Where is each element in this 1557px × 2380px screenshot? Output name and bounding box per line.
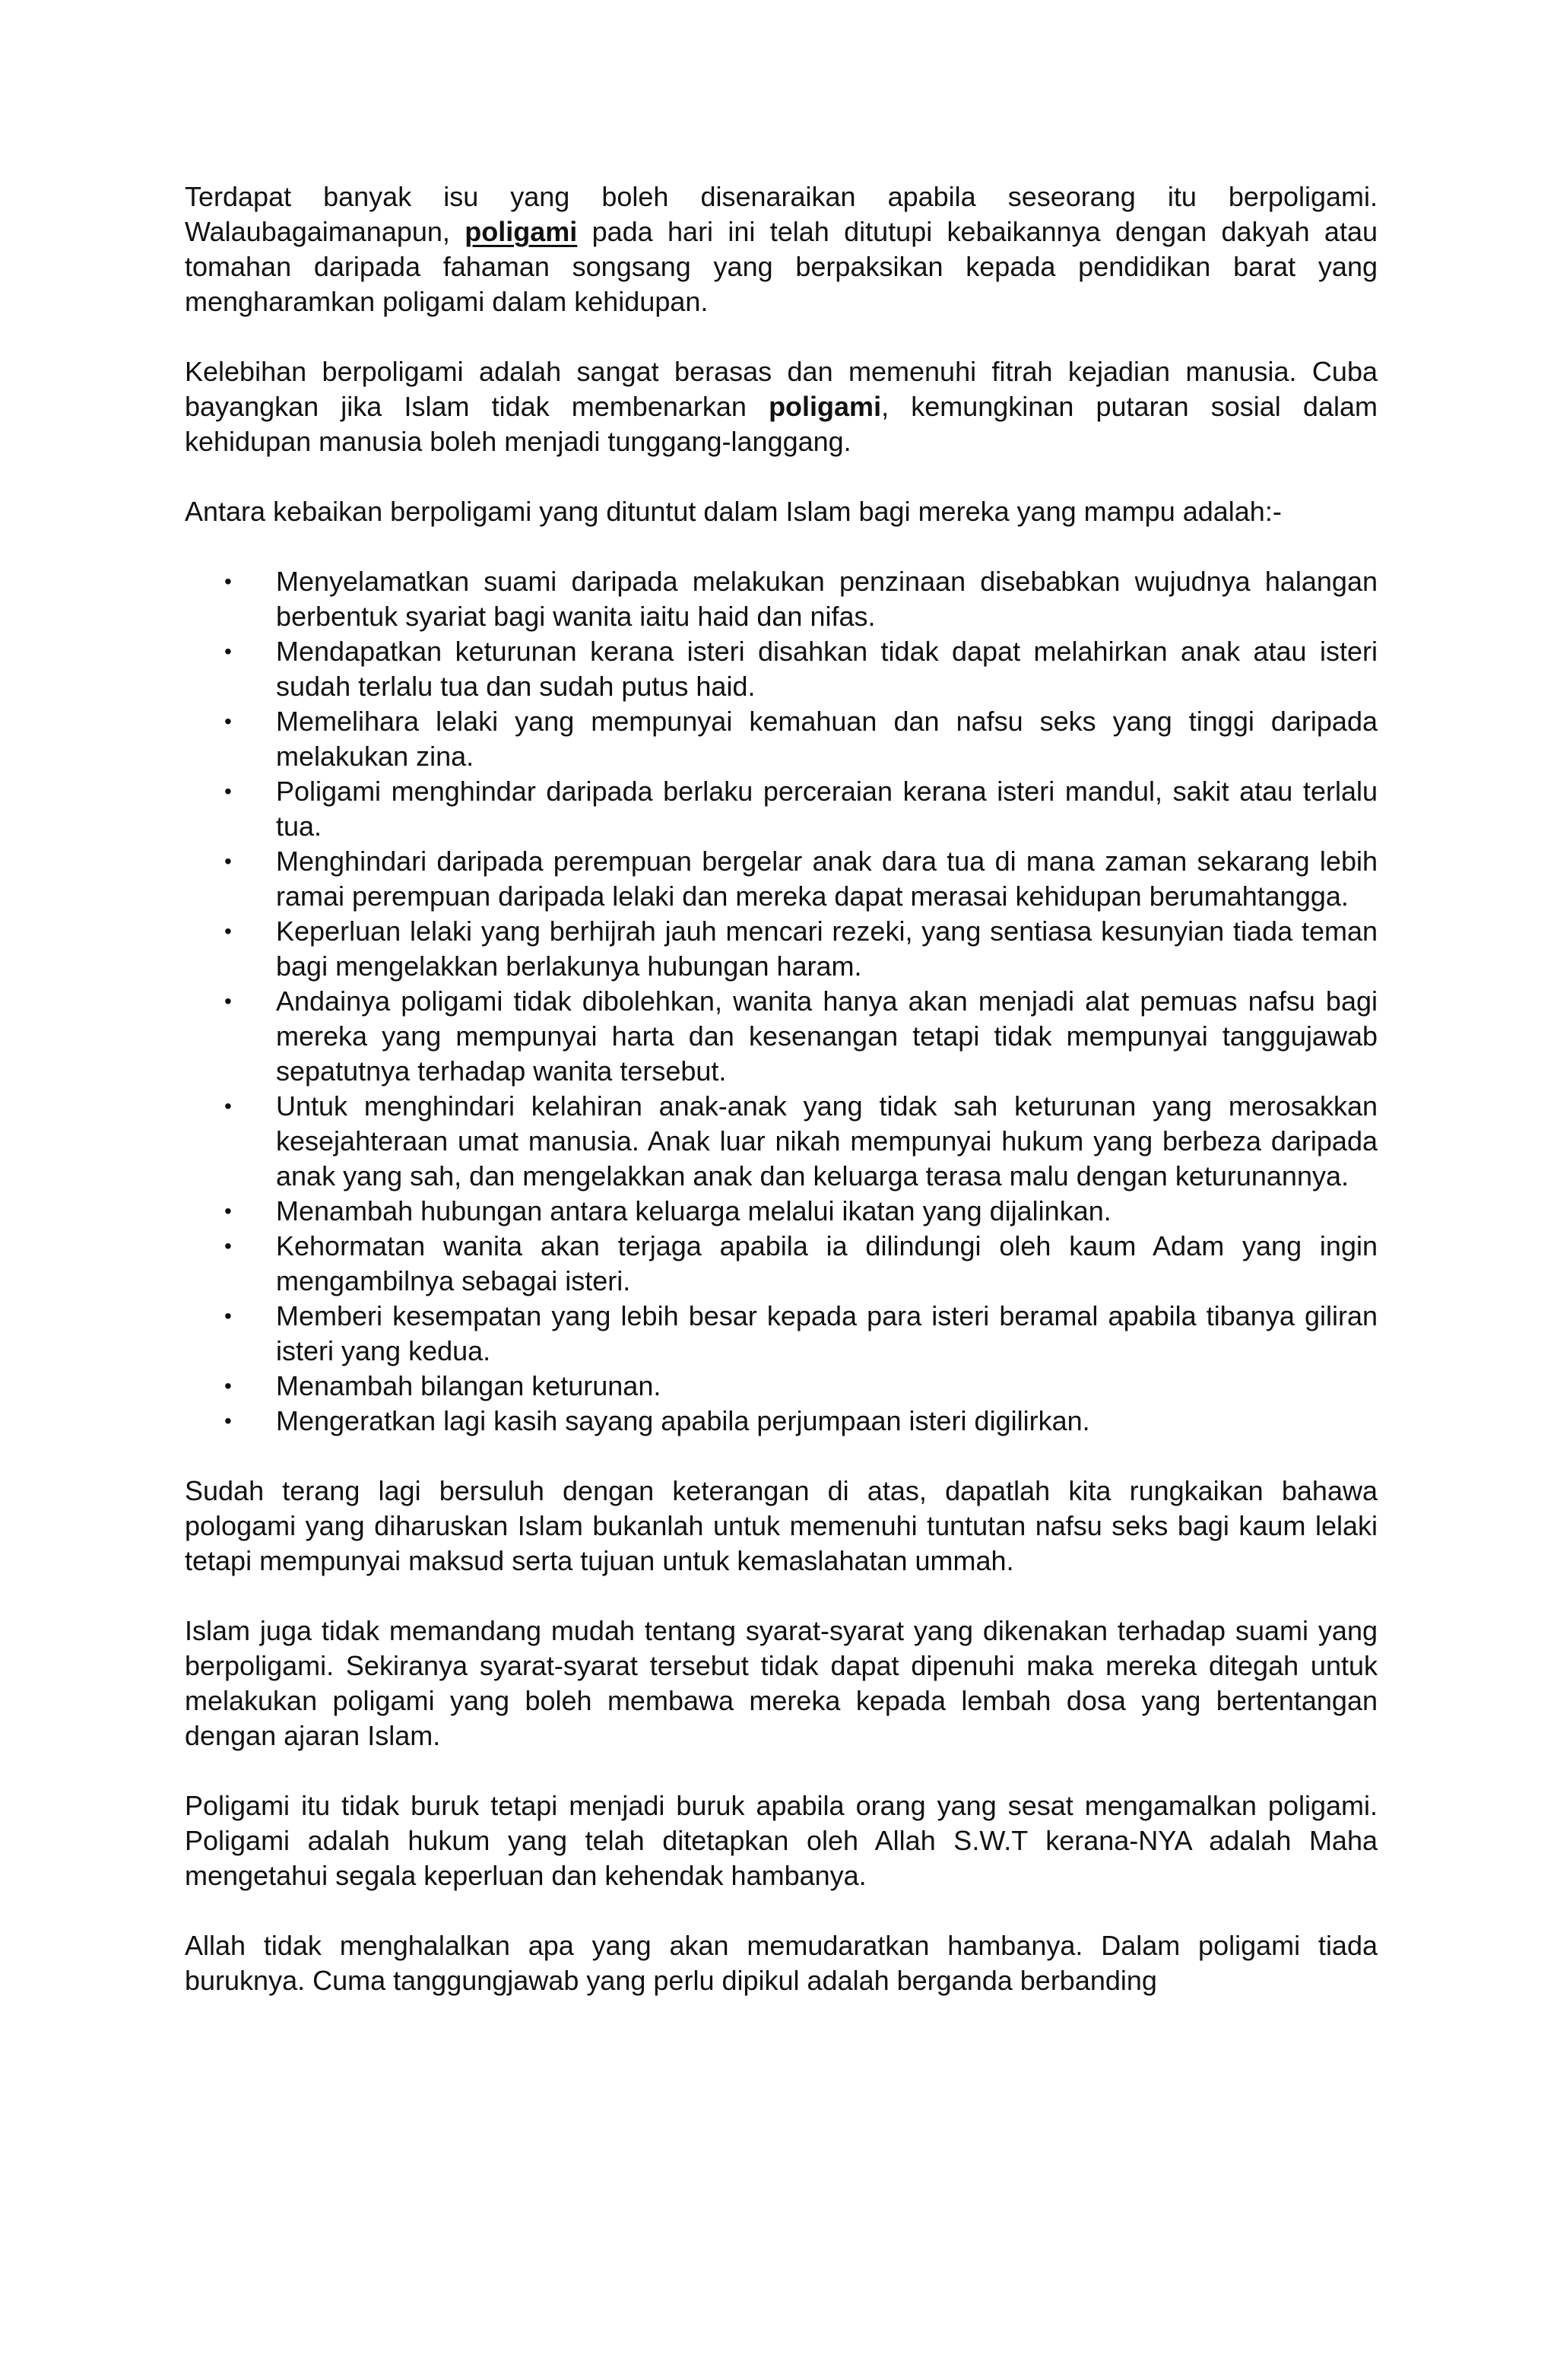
list-item-text: Menambah hubungan antara keluarga melalui ikatan yang dijalinkan. xyxy=(276,1195,1111,1226)
list-item-text: Kehormatan wanita akan terjaga apabila ia dilindungi oleh kaum Adam yang ingin mengambilnya sebagai isteri. xyxy=(276,1230,1378,1296)
list-item-text: Menambah bilangan keturunan. xyxy=(276,1370,661,1401)
list-item xyxy=(185,1229,1378,1299)
poligami-link[interactable]: poligami xyxy=(465,216,578,247)
list-item xyxy=(185,844,1378,914)
paragraph-antara: Antara kebaikan berpoligami yang dituntut dalam Islam bagi mereka yang mampu adalah:- xyxy=(185,496,1282,527)
bullet-icon: • xyxy=(224,1304,232,1328)
list-item-text: Untuk menghindari kelahiran anak-anak yang tidak sah keturunan yang merosakkan kesejahteraan umat manusia. Anak luar nikah mempunyai hukum yang berbeza daripada anak yang sah, dan mengelakkan anak dan keluarga terasa malu dengan keturunannya. xyxy=(276,1090,1378,1192)
bullet-icon: • xyxy=(224,1199,232,1223)
list-item-text: Mendapatkan keturunan kerana isteri disahkan tidak dapat melahirkan anak atau isteri sudah terlalu tua dan sudah putus haid. xyxy=(276,636,1378,702)
bullet-icon: • xyxy=(224,709,232,733)
list-item-text: Keperluan lelaki yang berhijrah jauh mencari rezeki, yang sentiasa kesunyian tiada teman bagi mengelakkan berlakunya hubungan haram. xyxy=(276,916,1378,982)
bullet-icon: • xyxy=(224,1094,232,1118)
intro-text-b: pada hari ini telah ditutupi kebaikannya dengan dakyah atau tomahan daripada fahaman songsang yang berpaksikan kepada pendidikan barat yang mengharamkan poligami dalam kehidupan. xyxy=(185,216,1378,317)
bullet-icon: • xyxy=(224,1409,232,1433)
paragraph-allah: Allah tidak menghalalkan apa yang akan memudaratkan hambanya. Dalam poligami tiada buruknya. Cuma tanggungjawab yang perlu dipikul adalah berganda berbanding xyxy=(185,1930,1378,1996)
list-item-text: Memelihara lelaki yang mempunyai kemahuan dan nafsu seks yang tinggi daripada melakukan zina. xyxy=(276,706,1378,772)
list-item xyxy=(185,984,1378,1089)
bullet-icon: • xyxy=(224,849,232,873)
list-item-text: Mengeratkan lagi kasih sayang apabila perjumpaan isteri digilirkan. xyxy=(276,1405,1090,1436)
list-item-text: Memberi kesempatan yang lebih besar kepada para isteri beramal apabila tibanya giliran isteri yang kedua. xyxy=(276,1300,1378,1366)
poligami-bold-keyword: poligami xyxy=(769,391,882,422)
kelebihan-text-b: , kemungkinan putaran sosial dalam kehidupan manusia boleh menjadi tunggang-langgang. xyxy=(185,391,1378,457)
bullet-icon: • xyxy=(224,639,232,663)
list-item xyxy=(185,1404,1378,1439)
paragraph-syarat: Islam juga tidak memandang mudah tentang syarat-syarat yang dikenakan terhadap suami yang berpoligami. Sekiranya syarat-syarat tersebut tidak dapat dipenuhi maka mereka ditegah untuk melakukan poligami yang boleh membawa mereka kepada lembah dosa yang bertentangan dengan ajaran Islam. xyxy=(185,1615,1378,1751)
list-item xyxy=(185,1299,1378,1369)
list-item-text: Andainya poligami tidak dibolehkan, wanita hanya akan menjadi alat pemuas nafsu bagi mereka yang mempunyai harta dan kesenangan tetapi tidak mempunyai tanggujawab sepatutnya terhadap wanita tersebut. xyxy=(276,985,1378,1087)
list-item xyxy=(185,634,1378,704)
list-item xyxy=(185,1369,1378,1404)
bullet-icon: • xyxy=(224,779,232,803)
list-item xyxy=(185,564,1378,634)
bullet-icon: • xyxy=(224,989,232,1013)
bullet-icon: • xyxy=(224,1234,232,1258)
list-item-text: Poligami menghindar daripada berlaku perceraian kerana isteri mandul, sakit atau terlalu tua. xyxy=(276,776,1378,842)
intro-text-a: Terdapat banyak isu yang boleh disenaraikan apabila seseorang itu berpoligami. Walaubagaimanapun, xyxy=(185,181,1378,247)
list-item xyxy=(185,704,1378,774)
paragraph-intro xyxy=(185,179,1378,319)
bullet-icon: • xyxy=(224,919,232,943)
kelebihan-text-a: Kelebihan berpoligami adalah sangat berasas dan memenuhi fitrah kejadian manusia. Cuba bayangkan jika Islam tidak membenarkan xyxy=(185,356,1378,422)
kebaikan-bullet-list xyxy=(185,564,1378,1439)
list-item-text: Menghindari daripada perempuan bergelar anak dara tua di mana zaman sekarang lebih ramai perempuan daripada lelaki dan mereka dapat merasai kehidupan berumahtangga. xyxy=(276,846,1378,912)
paragraph-kelebihan xyxy=(185,354,1378,459)
list-item xyxy=(185,774,1378,844)
list-item xyxy=(185,914,1378,984)
paragraph-sudah-terang: Sudah terang lagi bersuluh dengan keterangan di atas, dapatlah kita rungkaikan bahawa pologami yang diharuskan Islam bukanlah untuk memenuhi tuntutan nafsu seks bagi kaum lelaki tetapi mempunyai maksud serta tujuan untuk kemaslahatan ummah. xyxy=(185,1475,1378,1576)
list-item-text: Menyelamatkan suami daripada melakukan penzinaan disebabkan wujudnya halangan berbentuk syariat bagi wanita iaitu haid dan nifas. xyxy=(276,566,1378,632)
bullet-icon: • xyxy=(224,1374,232,1398)
bullet-icon: • xyxy=(224,570,232,593)
list-item xyxy=(185,1194,1378,1229)
list-item xyxy=(185,1089,1378,1194)
paragraph-tidak-buruk: Poligami itu tidak buruk tetapi menjadi buruk apabila orang yang sesat mengamalkan poligami. Poligami adalah hukum yang telah ditetapkan oleh Allah S.W.T kerana-NYA adalah Maha mengetahui segala keperluan dan kehendak hambanya. xyxy=(185,1790,1378,1891)
